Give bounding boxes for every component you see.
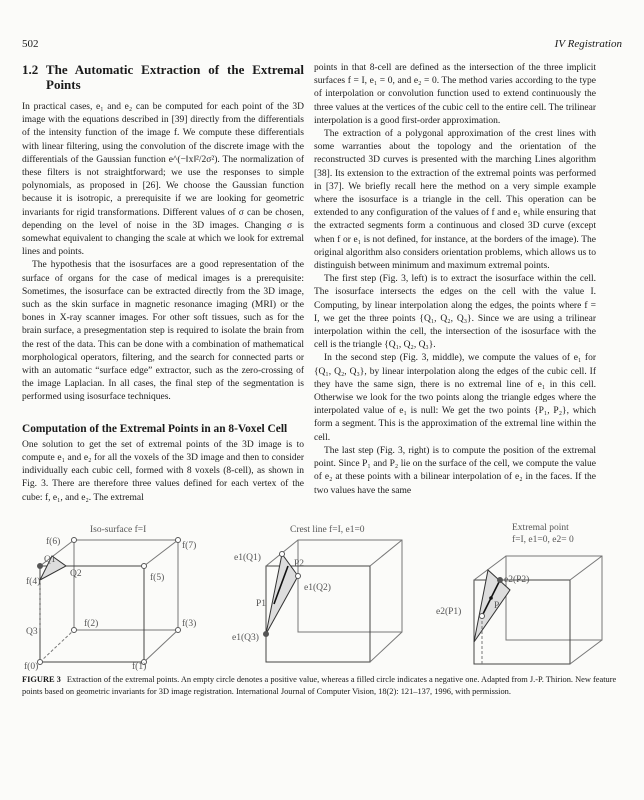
- value-marker: [296, 574, 301, 579]
- vertex-label: f(0): [24, 662, 39, 672]
- vertex-marker: [72, 628, 77, 633]
- right-column: [314, 62, 596, 498]
- value-marker: [480, 614, 485, 619]
- extremal-point-marker: [489, 596, 493, 600]
- paragraph: The hypothesis that the isosurfaces are a good representation of the surface of organs for the case of medical images is a prerequisite: Sometimes, the isosurface can be extracted directly from the 3D image, such as the skin surface in magnetic resonance imaging (MRI) or the bones in X-ray scanner images. For other soft tissues, such as for the brain surface, a presegmentation step is required to isolate the brain from the rest of the data. This can be done with a combination of mathematical morphological operators, filtering, and the search for connected parts or with an automatic “surface edge” extractor, such as the zero-crossing of the image Laplacian. In all cases, the final step of the segmentation is performed using isosurface techniques.: [22, 260, 304, 403]
- running-title: IV Registration: [554, 38, 622, 50]
- paragraph: points in that 8-cell are defined as the intersection of the three implicit surfaces f = I, e₁ = 0, and e₂ = 0. The method varies according to the type of interpolation or convolution function used to extend continuously the three values at the vertices of the cubic cell to the entire cell. The trilinear interpolation is a good first-order approximation.: [314, 63, 596, 126]
- paragraph: In the second step (Fig. 3, middle), we compute the values of e₁ for {Q₁, Q₂, Q₃}, by linear interpolation along the edges of the cubic cell. If they have the same sign, there is no extremal line of e₁ in this cell. Otherwise we look for the two points along the triangle edges where the interpolated value of e₁ is null: We get the two points {P₁, P₂}, which form a segment. This is the approximation of the extremal line within the cell.: [314, 353, 596, 443]
- value-marker: [498, 578, 503, 583]
- vertex-label: f(1): [132, 662, 147, 672]
- cube-edge: [144, 540, 178, 566]
- vertex-marker: [72, 538, 77, 543]
- vertex-label: f(7): [182, 541, 197, 551]
- page-number: 502: [22, 38, 39, 50]
- section-title: The Automatic Extraction of the Extremal Points: [45, 62, 304, 92]
- left-column: [22, 62, 304, 505]
- vertex-label: f(2): [84, 619, 99, 629]
- cube-edge: [370, 540, 402, 566]
- vertex-marker: [176, 538, 181, 543]
- back-face: [506, 556, 602, 640]
- section-heading: [22, 62, 304, 92]
- paragraph: The last step (Fig. 3, right) is to compute the position of the extremal point. Since P₁ and P₂ lie on the surface of the cell, we compute the value of e₂ at these points with a bilinear interpolation of e₂ in the faces. If the two values have the same: [314, 445, 596, 496]
- paragraph: The extraction of a polygonal approximation of the crest lines with some warranties about the topology and the orientation of the reconstructed 3D curves is presented with the marching Lines algorithm [38]. Its extension to the extraction of the extremal points was performed in [37]. We briefly recall here the method on a very simple example where the isosurface is a triangle in the cell. This operation can be extended to any configuration of the values of f and e₁ while ensuring that the extracted segments form a continuous and closed 3D curve (except when f or e₁ is not defined, for instance, at the borders of the image). The original algorithm also considers orientation problems, which allows us to distinguish between minimum and maximum extremal points.: [314, 129, 596, 272]
- figure-3-diagram: [26, 522, 618, 670]
- cube-edge: [144, 630, 178, 662]
- vertex-label: f(6): [46, 537, 61, 547]
- cube-edge: [40, 630, 74, 662]
- caption-text: Extraction of the extremal points. An empty circle denotes a positive value, whereas a filled circle indicates a negative one. Adapted from J.-P. Thirion. New feature points based on geometric invariants for 3D image registration. International Journal of Computer Vision, 18(2): 121–137, 1996, with permission.: [22, 675, 617, 696]
- point-label: e1(Q2): [304, 583, 331, 593]
- point-label: P: [494, 601, 500, 611]
- vertex-label: f(5): [150, 573, 165, 583]
- right-panel-title-line1: Extremal point: [512, 523, 569, 533]
- point-label: e1(Q1): [234, 553, 261, 563]
- point-label: e2(P1): [436, 607, 462, 617]
- paragraph: The first step (Fig. 3, left) is to extract the isosurface within the cell. The isosurface intersects the edges on the cell with the value I. Computing, by linear interpolation along the edges, the points where f = I, we get the three points {Q₁, Q₂, Q₃}. Since we are using a trilinear interpolation within the cell, the intersection of the isosurface with the cell is the triangle {Q₁, Q₂, Q₃}.: [314, 274, 596, 351]
- point-label: e2(P2): [504, 575, 530, 585]
- left-panel-title: Iso-surface f=I: [90, 525, 147, 535]
- vertex-marker: [38, 564, 43, 569]
- subsection-title: Computation of the Extremal Points in an 8-Voxel Cell: [22, 422, 288, 435]
- section-number: 1.2: [22, 62, 39, 77]
- paragraph: One solution to get the set of extremal points of the 3D image is to compute e₁ and e₂ for all the voxels of the 3D image and then to consider individually each cubic cell, formed with 8 voxels (8-cell), as shown in Fig. 3. There are therefore three values defined for each vertex of the cube: f, e₁, and e₂. The extremal: [22, 439, 304, 503]
- vertex-marker: [176, 628, 181, 633]
- point-label: P2: [294, 559, 305, 569]
- paragraph: In practical cases, e₁ and e₂ can be computed for each point of the 3D image with the equations described in [39] directly from the differentials of the intensity function of the image f. We compute these differentials with linear filtering, using the convolution of the discrete image with the differentials of the Gaussian function e^(−‖x‖²/2σ²). The normalization of these filters is not straightforward; we use the responses to simple polynomials, as proposed in [26]. We choose the Gaussian function because it is isotropic, a prerequisite if we are looking for geometric invariants for rigid transformations. Different values of σ can be chosen, depending on the level of noise in the 3D images. Changing σ is somewhat equivalent to changing the scale at which we look for extremal lines and points.: [22, 102, 304, 258]
- right-panel-title-line2: f=I, e1=0, e2= 0: [512, 535, 574, 545]
- vertex-label: f(4): [26, 577, 41, 587]
- point-label: Q3: [26, 627, 38, 637]
- point-label: Q2: [70, 569, 82, 579]
- value-marker: [264, 632, 269, 637]
- cube-edge: [370, 632, 402, 662]
- point-label: e1(Q3): [232, 633, 259, 643]
- crest-line-cube: [266, 540, 402, 662]
- figure-caption: [22, 674, 622, 697]
- iso-surface-cube: [40, 540, 178, 662]
- figure-3: [26, 522, 618, 670]
- vertex-marker: [142, 564, 147, 569]
- vertex-label: f(3): [182, 619, 197, 629]
- vertex-marker: [38, 660, 43, 665]
- caption-label: FIGURE 3: [22, 675, 61, 684]
- point-label: Q1: [44, 555, 56, 565]
- middle-panel-title: Crest line f=I, e1=0: [290, 525, 365, 535]
- back-face: [74, 540, 178, 630]
- cube-edge: [570, 640, 602, 664]
- value-marker: [280, 552, 285, 557]
- point-label: P1: [256, 599, 267, 609]
- cube-edge: [570, 556, 602, 580]
